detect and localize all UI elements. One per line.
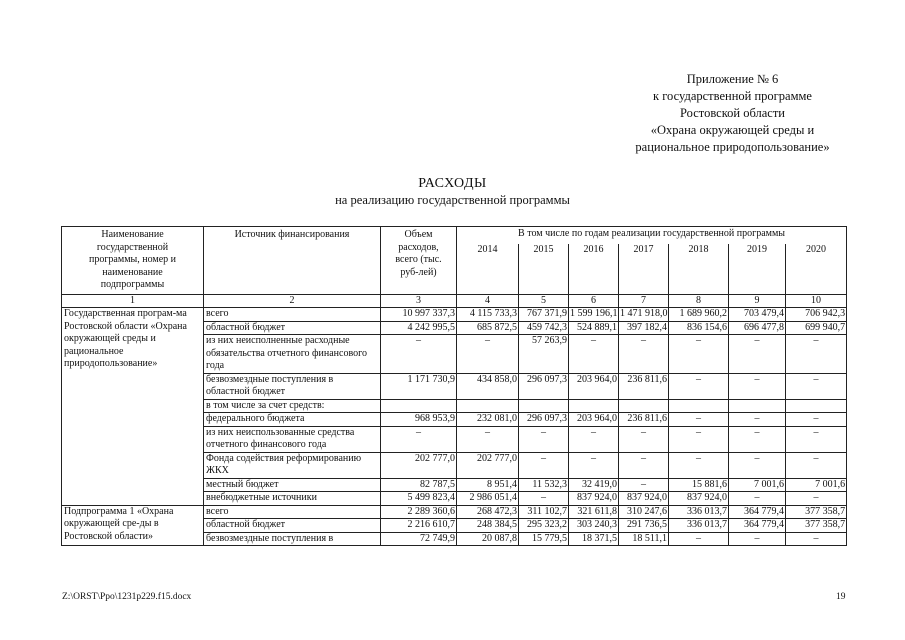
year-value-cell: 15 779,5 xyxy=(519,532,569,546)
year-value-cell: 699 940,7 xyxy=(786,321,847,335)
source-cell: из них неиспользованные средства отчетного финансового года xyxy=(204,426,381,452)
column-number: 10 xyxy=(786,294,847,308)
source-cell: областной бюджет xyxy=(204,519,381,533)
header-year: 2015 xyxy=(519,244,569,294)
year-value-cell: 459 742,3 xyxy=(519,321,569,335)
year-value-cell xyxy=(729,399,786,413)
year-value-cell: – xyxy=(457,426,519,452)
table-row xyxy=(62,505,847,519)
year-value-cell: – xyxy=(786,426,847,452)
header-year: 2014 xyxy=(457,244,519,294)
year-value-cell: – xyxy=(729,452,786,478)
year-value-cell xyxy=(669,399,729,413)
year-value-cell: 7 001,6 xyxy=(786,478,847,492)
year-value-cell: – xyxy=(669,413,729,427)
header-year: 2016 xyxy=(569,244,619,294)
year-value-cell: – xyxy=(669,532,729,546)
year-value-cell: 232 081,0 xyxy=(457,413,519,427)
document-subtitle: на реализацию государственной программы xyxy=(335,193,570,207)
year-value-cell: 434 858,0 xyxy=(457,373,519,399)
year-value-cell: – xyxy=(619,452,669,478)
program-name-cell: Государственная програм-ма Ростовской области «Охрана окружающей среды и рациональное природопользование» xyxy=(62,308,204,506)
year-value-cell xyxy=(457,399,519,413)
year-value-cell: 336 013,7 xyxy=(669,519,729,533)
total-value-cell: 968 953,9 xyxy=(381,413,457,427)
year-value-cell: – xyxy=(569,426,619,452)
year-value-cell: 311 102,7 xyxy=(519,505,569,519)
year-value-cell: 236 811,6 xyxy=(619,413,669,427)
table-body xyxy=(62,308,847,546)
year-value-cell: 295 323,2 xyxy=(519,519,569,533)
appendix-line: Приложение № 6 xyxy=(686,72,779,86)
year-value-cell: 1 689 960,2 xyxy=(669,308,729,322)
total-value-cell: 202 777,0 xyxy=(381,452,457,478)
program-name-cell: Подпрограмма 1 «Охрана окружающей сре-ды в Ростовской области» xyxy=(62,505,204,546)
year-value-cell: 377 358,7 xyxy=(786,519,847,533)
column-number: 4 xyxy=(457,294,519,308)
appendix-line: к государственной программе xyxy=(653,89,812,103)
year-value-cell: 20 087,8 xyxy=(457,532,519,546)
year-value-cell: 1 599 196,1 xyxy=(570,308,618,319)
source-cell: из них неисполненные расходные обязательства отчетного финансового года xyxy=(204,335,381,374)
year-value-cell: 4 115 733,3 xyxy=(457,308,519,322)
table-row xyxy=(62,308,847,322)
year-value-cell: 397 182,4 xyxy=(619,321,669,335)
source-cell: всего xyxy=(204,505,381,519)
year-value-cell: – xyxy=(729,492,786,506)
year-value-cell: 15 881,6 xyxy=(669,478,729,492)
year-value-cell: – xyxy=(729,335,786,374)
year-value-cell: – xyxy=(619,478,669,492)
year-value-cell: 524 889,1 xyxy=(569,321,619,335)
year-value-cell: 57 263,9 xyxy=(519,335,569,374)
year-value-cell: – xyxy=(729,413,786,427)
year-value-cell: – xyxy=(669,373,729,399)
column-number: 3 xyxy=(381,294,457,308)
header-year: 2019 xyxy=(729,244,786,294)
total-value-cell xyxy=(381,399,457,413)
total-value-cell: – xyxy=(381,335,457,374)
year-value-cell: 236 811,6 xyxy=(619,373,669,399)
column-number-row xyxy=(62,294,847,308)
year-value-cell: – xyxy=(786,413,847,427)
year-value-cell: – xyxy=(729,532,786,546)
source-cell: областной бюджет xyxy=(204,321,381,335)
year-value-cell: 696 477,8 xyxy=(729,321,786,335)
year-value-cell: 2 986 051,4 xyxy=(457,492,519,506)
year-value-cell: 18 511,1 xyxy=(619,532,669,546)
year-value-cell: – xyxy=(569,452,619,478)
total-value-cell: 72 749,9 xyxy=(381,532,457,546)
appendix-line: «Охрана окружающей среды и xyxy=(650,123,815,137)
header-year: 2020 xyxy=(786,244,847,294)
year-value-cell: 303 240,3 xyxy=(569,519,619,533)
year-value-cell: 837 924,0 xyxy=(669,492,729,506)
year-value-cell: 203 964,0 xyxy=(569,373,619,399)
header-year: 2017 xyxy=(619,244,669,294)
year-value-cell: – xyxy=(786,335,847,374)
header-year: 2018 xyxy=(669,244,729,294)
total-value-cell: 82 787,5 xyxy=(381,478,457,492)
year-value-cell: 836 154,6 xyxy=(669,321,729,335)
source-cell: местный бюджет xyxy=(204,478,381,492)
total-value-cell: 10 997 337,3 xyxy=(381,308,457,322)
column-number: 2 xyxy=(204,294,381,308)
source-cell: федерального бюджета xyxy=(204,413,381,427)
year-value-cell: 8 951,4 xyxy=(457,478,519,492)
footer-file-path: Z:\ORST\Ppo\1231p229.f15.docx xyxy=(62,592,192,602)
year-value-cell: – xyxy=(669,452,729,478)
column-number: 8 xyxy=(669,294,729,308)
year-value-cell: 685 872,5 xyxy=(457,321,519,335)
year-value-cell: 377 358,7 xyxy=(786,505,847,519)
year-value-cell: 296 097,3 xyxy=(519,413,569,427)
total-value-cell: – xyxy=(381,426,457,452)
year-value-cell: 321 611,8 xyxy=(569,505,619,519)
year-value-cell: – xyxy=(569,335,619,374)
column-number: 1 xyxy=(62,294,204,308)
document-title: РАСХОДЫ xyxy=(418,176,487,191)
year-value-cell: 767 371,9 xyxy=(519,308,569,322)
year-value-cell xyxy=(786,399,847,413)
year-value-cell xyxy=(569,399,619,413)
year-value-cell: – xyxy=(619,335,669,374)
year-value-cell: – xyxy=(457,335,519,374)
appendix-line: Ростовской области xyxy=(680,106,785,120)
source-cell: безвозмездные поступления в xyxy=(204,532,381,546)
year-value-cell: 18 371,5 xyxy=(569,532,619,546)
source-cell: внебюджетные источники xyxy=(204,492,381,506)
expenses-table xyxy=(61,226,847,546)
year-value-cell: 291 736,5 xyxy=(619,519,669,533)
year-value-cell: – xyxy=(519,452,569,478)
year-value-cell: – xyxy=(786,492,847,506)
year-value-cell: – xyxy=(729,426,786,452)
year-value-cell: 703 479,4 xyxy=(729,308,786,322)
year-value-cell: 296 097,3 xyxy=(519,373,569,399)
header-total: Объем расходов, всего (тыс. руб-лей) xyxy=(381,227,457,295)
year-value-cell: 268 472,3 xyxy=(457,505,519,519)
year-value-cell: 7 001,6 xyxy=(729,478,786,492)
year-value-cell: 706 942,3 xyxy=(786,308,847,322)
year-value-cell: 248 384,5 xyxy=(457,519,519,533)
source-cell: безвозмездные поступления в областной бюджет xyxy=(204,373,381,399)
header-source: Источник финансирования xyxy=(204,227,381,295)
year-value-cell: 837 924,0 xyxy=(619,492,669,506)
year-value-cell: 202 777,0 xyxy=(457,452,519,478)
year-value-cell: – xyxy=(619,426,669,452)
appendix-block xyxy=(600,71,865,156)
total-value-cell: 2 289 360,6 xyxy=(381,505,457,519)
source-cell: всего xyxy=(204,308,381,322)
year-value-cell: – xyxy=(729,373,786,399)
year-value-cell: – xyxy=(786,452,847,478)
column-number: 5 xyxy=(519,294,569,308)
year-value-cell: 364 779,4 xyxy=(729,519,786,533)
year-value-cell: 364 779,4 xyxy=(729,505,786,519)
year-value-cell: – xyxy=(669,335,729,374)
total-value-cell: 2 216 610,7 xyxy=(381,519,457,533)
year-value-cell xyxy=(519,399,569,413)
year-value-cell: – xyxy=(519,426,569,452)
year-value-cell: – xyxy=(669,426,729,452)
year-value-cell: 203 964,0 xyxy=(569,413,619,427)
year-value-cell: 11 532,3 xyxy=(519,478,569,492)
year-value-cell: 32 419,0 xyxy=(569,478,619,492)
year-value-cell: – xyxy=(786,532,847,546)
year-value-cell: – xyxy=(786,373,847,399)
total-value-cell: 1 171 730,9 xyxy=(381,373,457,399)
year-value-cell: 1 471 918,0 xyxy=(620,308,668,319)
header-name: Наименование государственной программы, номер и наименование подпрограммы xyxy=(62,227,204,295)
column-number: 6 xyxy=(569,294,619,308)
year-value-cell: 310 247,6 xyxy=(619,505,669,519)
header-years-group: В том числе по годам реализации государственной программы xyxy=(457,227,847,245)
year-value-cell: 837 924,0 xyxy=(569,492,619,506)
column-number: 7 xyxy=(619,294,669,308)
header-row xyxy=(62,227,847,245)
total-value-cell: 4 242 995,5 xyxy=(381,321,457,335)
column-number: 9 xyxy=(729,294,786,308)
year-value-cell: 336 013,7 xyxy=(669,505,729,519)
source-cell: в том числе за счет средств: xyxy=(204,399,381,413)
footer-page-number: 19 xyxy=(836,592,846,602)
year-value-cell: – xyxy=(519,492,569,506)
source-cell: Фонда содействия реформированию ЖКХ xyxy=(204,452,381,478)
appendix-line: рациональное природопользование» xyxy=(635,140,830,154)
total-value-cell: 5 499 823,4 xyxy=(381,492,457,506)
year-value-cell xyxy=(619,399,669,413)
